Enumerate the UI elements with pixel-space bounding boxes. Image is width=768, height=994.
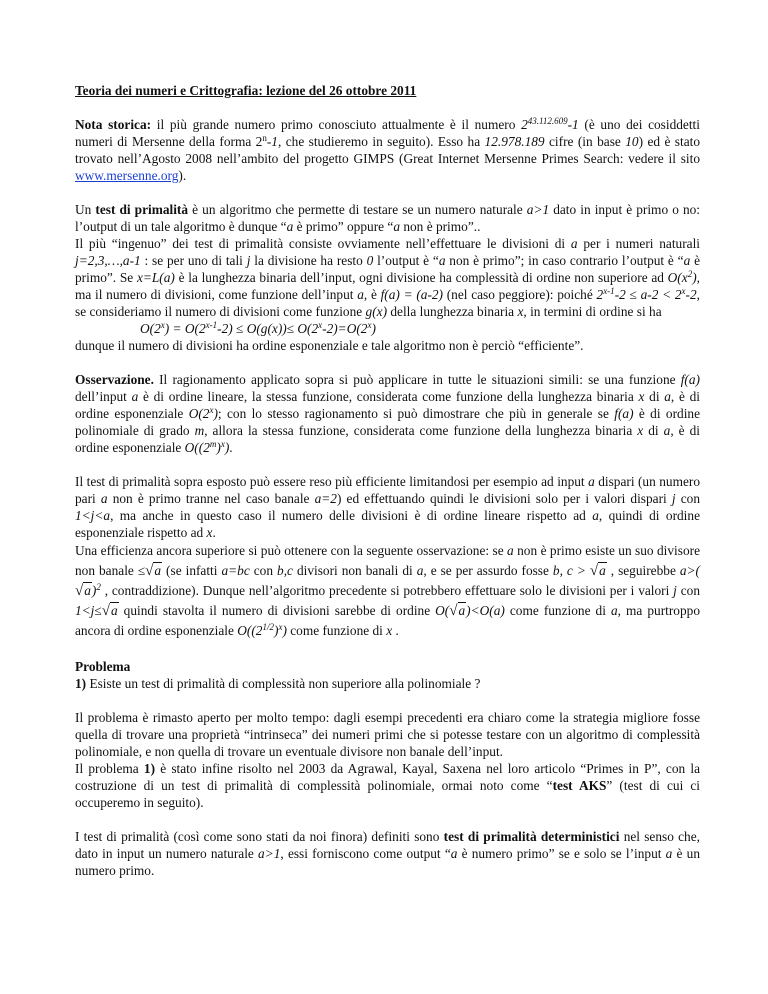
primality-test-definition: Un test di primalità è un algoritmo che permette di testare se un numero naturale a>1 dato in input è primo o no: l’output di un tale algoritmo è dunque “a è primo” oppure “a non è primo”.. [75, 202, 700, 234]
deterministic-tests-paragraph: I test di primalità (così come sono stati da noi finora) definiti sono test di primalità deterministici nel senso che, dato in input un numero naturale a>1, essi forniscono come output “a è numero primo” se e solo se l’input a è un numero primo. [75, 829, 701, 878]
aks-paragraph: Il problema 1) è stato infine risolto nel 2003 da Agrawal, Kayal, Saxena nel loro articolo “Primes in P”, con la costruzione di un test di primalità di complessità polinomiale, ormai noto come “test AKS” (test di cui ci occuperemo in seguito). [75, 761, 700, 810]
problem-heading: Problema [75, 659, 131, 674]
sqrt-symbol: √a [145, 563, 162, 579]
mersenne-link[interactable]: www.mersenne.org [75, 168, 179, 183]
conclusion-line: dunque il numero di divisioni ha ordine esponenziale e tale algoritmo non è perciò “efficiente”. [75, 338, 584, 353]
sqrt-symbol: √a [101, 603, 118, 619]
naive-test-paragraph: Il più “ingenuo” dei test di primalità consiste ovviamente nell’effettuare le divisioni di a per i numeri naturali j=2,3,…,a-1 : se per uno di tali j la divisione ha resto 0 l’output è “a non è primo”; in caso contrario l’output è “a è primo”. Se x=L(a) è la lunghezza binaria dell’input, ogni divisione ha complessità di ordine non superiore ad $O(x^2)$, ma il numero di divisioni, come funzione dell’input a, è f(a) = (a-2) (nel caso peggiore): poiché $2^{x-1}-2 \le a-2 < 2^x-2$, se consideriamo il numero di divisioni come funzione g(x) della lunghezza binaria x, in termini di ordine si ha [75, 236, 701, 319]
sqrt-paragraph: Una efficienza ancora superiore si può ottenere con la seguente osservazione: se a non è primo esiste un suo divisore non banale ≤√a (se infatti a=bc con b,c divisori non banali di a, e se per assurdo fosse b, c > √a , seguirebbe $a>(√a)^2$ , contraddizione). Dunque nell’algoritmo precedente si potrebbero effettuare solo le divisioni per i valori j con 1<j≤√a quindi stavolta il numero di divisioni sarebbe di ordine O(√a)<O(a) come funzione di a, ma purtroppo ancora di ordine esponenziale $O((2^{1/2})^x)$ come funzione di x . [75, 543, 700, 638]
page-title: Teoria dei numeri e Crittografia: lezione del 26 ottobre 2011 [75, 83, 417, 98]
observation-paragraph: Osservazione. Il ragionamento applicato sopra si può applicare in tutte le situazioni simili: se una funzione f(a) dell’input a è di ordine lineare, la stessa funzione, considerata come funzione della lunghezza binaria x di a, è di ordine esponenziale O(2$^x$); con lo stesso ragionamento si può dimostrare che più in generale se f(a) è di ordine polinomiale di grado m, allora la stessa funzione, considerata come funzione della lunghezza binaria x di a, è di ordine esponenziale $O((2^m)^x)$. [75, 372, 701, 455]
historical-note: Nota storica: il più grande numero primo conosciuto attualmente è il numero $2^{43.112.609}-1$ (è uno dei cosiddetti numeri di Mersenne della forma 2$^n$-1, che studieremo in seguito). Esso ha 12.978.189 cifre (in base 10) ed è stato trovato nell’Agosto 2008 nell’ambito del progetto GIMPS (Great Internet Mersenne Primes Search: vedere il sito www.mersenne.org). [75, 116, 700, 183]
open-problem-paragraph: Il problema è rimasto aperto per molto tempo: dagli esempi precedenti era chiaro come la strategia migliore fosse quella di trovare una proprietà “intrinseca” dei numeri primi che si potesse testare con un algoritmo di complessità polinomiale, e non quella di trovare un eventuale divisore non banale dell’input. [75, 710, 700, 759]
order-formula: $O(2^x) = O(2^{x-1}-2) \le O(g(x))\le O(2^x-2)=O(2^x)$ [140, 320, 376, 336]
sqrt-symbol: √a [449, 603, 466, 619]
document-page [75, 82, 700, 879]
sqrt-symbol: √a [75, 583, 91, 599]
sqrt-symbol: √a [589, 563, 606, 579]
odd-divisors-paragraph: Il test di primalità sopra esposto può essere reso più efficiente limitandosi per esempio ad input a dispari (un numero pari a non è primo tranne nel caso banale a=2) ed effettuando quindi le divisioni solo per i valori dispari j con 1<j<a, ma anche in questo caso il numero delle divisioni è di ordine lineare rispetto ad a, quindi di ordine esponenziale rispetto ad x. [75, 474, 701, 540]
problem-question: 1) Esiste un test di primalità di complessità non superiore alla polinomiale ? [75, 676, 481, 691]
